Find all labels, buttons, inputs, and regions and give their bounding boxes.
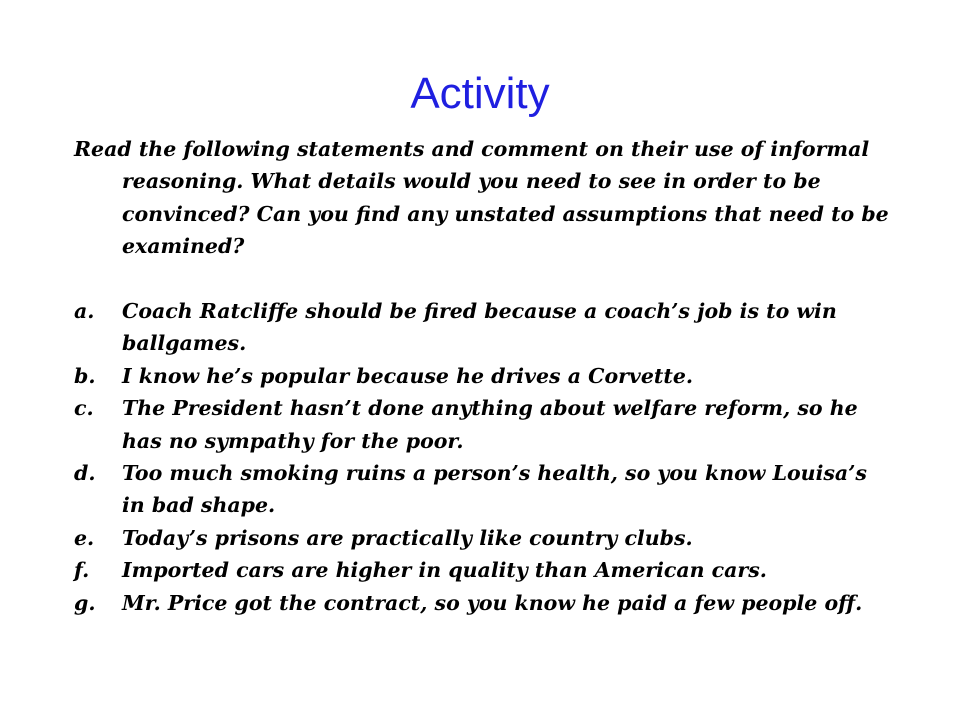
statement-list <box>74 295 894 619</box>
list-marker: g. <box>74 590 96 615</box>
list-item-text: I know he’s popular because he drives a Corvette. <box>122 363 693 388</box>
list-item <box>74 522 894 554</box>
list-item <box>74 295 894 360</box>
list-item <box>74 457 894 522</box>
list-item <box>74 587 894 619</box>
list-item-text: The President hasn’t done anything about welfare reform, so he has no sympathy for the poor. <box>122 396 858 453</box>
list-marker: e. <box>74 525 95 550</box>
list-item <box>74 554 894 586</box>
list-item <box>74 392 894 457</box>
list-item-text: Imported cars are higher in quality than American cars. <box>122 558 767 583</box>
list-marker: d. <box>74 461 96 486</box>
paragraph-spacer <box>74 263 894 295</box>
list-item-text: Coach Ratcliffe should be fired because a coach’s job is to win ballgames. <box>122 299 837 356</box>
list-item-text: Too much smoking ruins a person’s health, so you know Louisa’s in bad shape. <box>122 461 867 518</box>
list-item-text: Today’s prisons are practically like country clubs. <box>122 525 693 550</box>
list-item <box>74 360 894 392</box>
list-marker: f. <box>74 558 90 583</box>
list-marker: a. <box>74 299 95 324</box>
list-item-text: Mr. Price got the contract, so you know he paid a few people off. <box>122 590 863 615</box>
intro-paragraph: Read the following statements and comment on their use of informal reasoning. What details would you need to see in order to be convinced? Can you find any unstated assumptions that need to be examined? <box>74 137 889 259</box>
slide-title: Activity <box>410 69 550 118</box>
list-marker: c. <box>74 396 94 421</box>
slide-body <box>74 133 894 619</box>
list-marker: b. <box>74 363 96 388</box>
